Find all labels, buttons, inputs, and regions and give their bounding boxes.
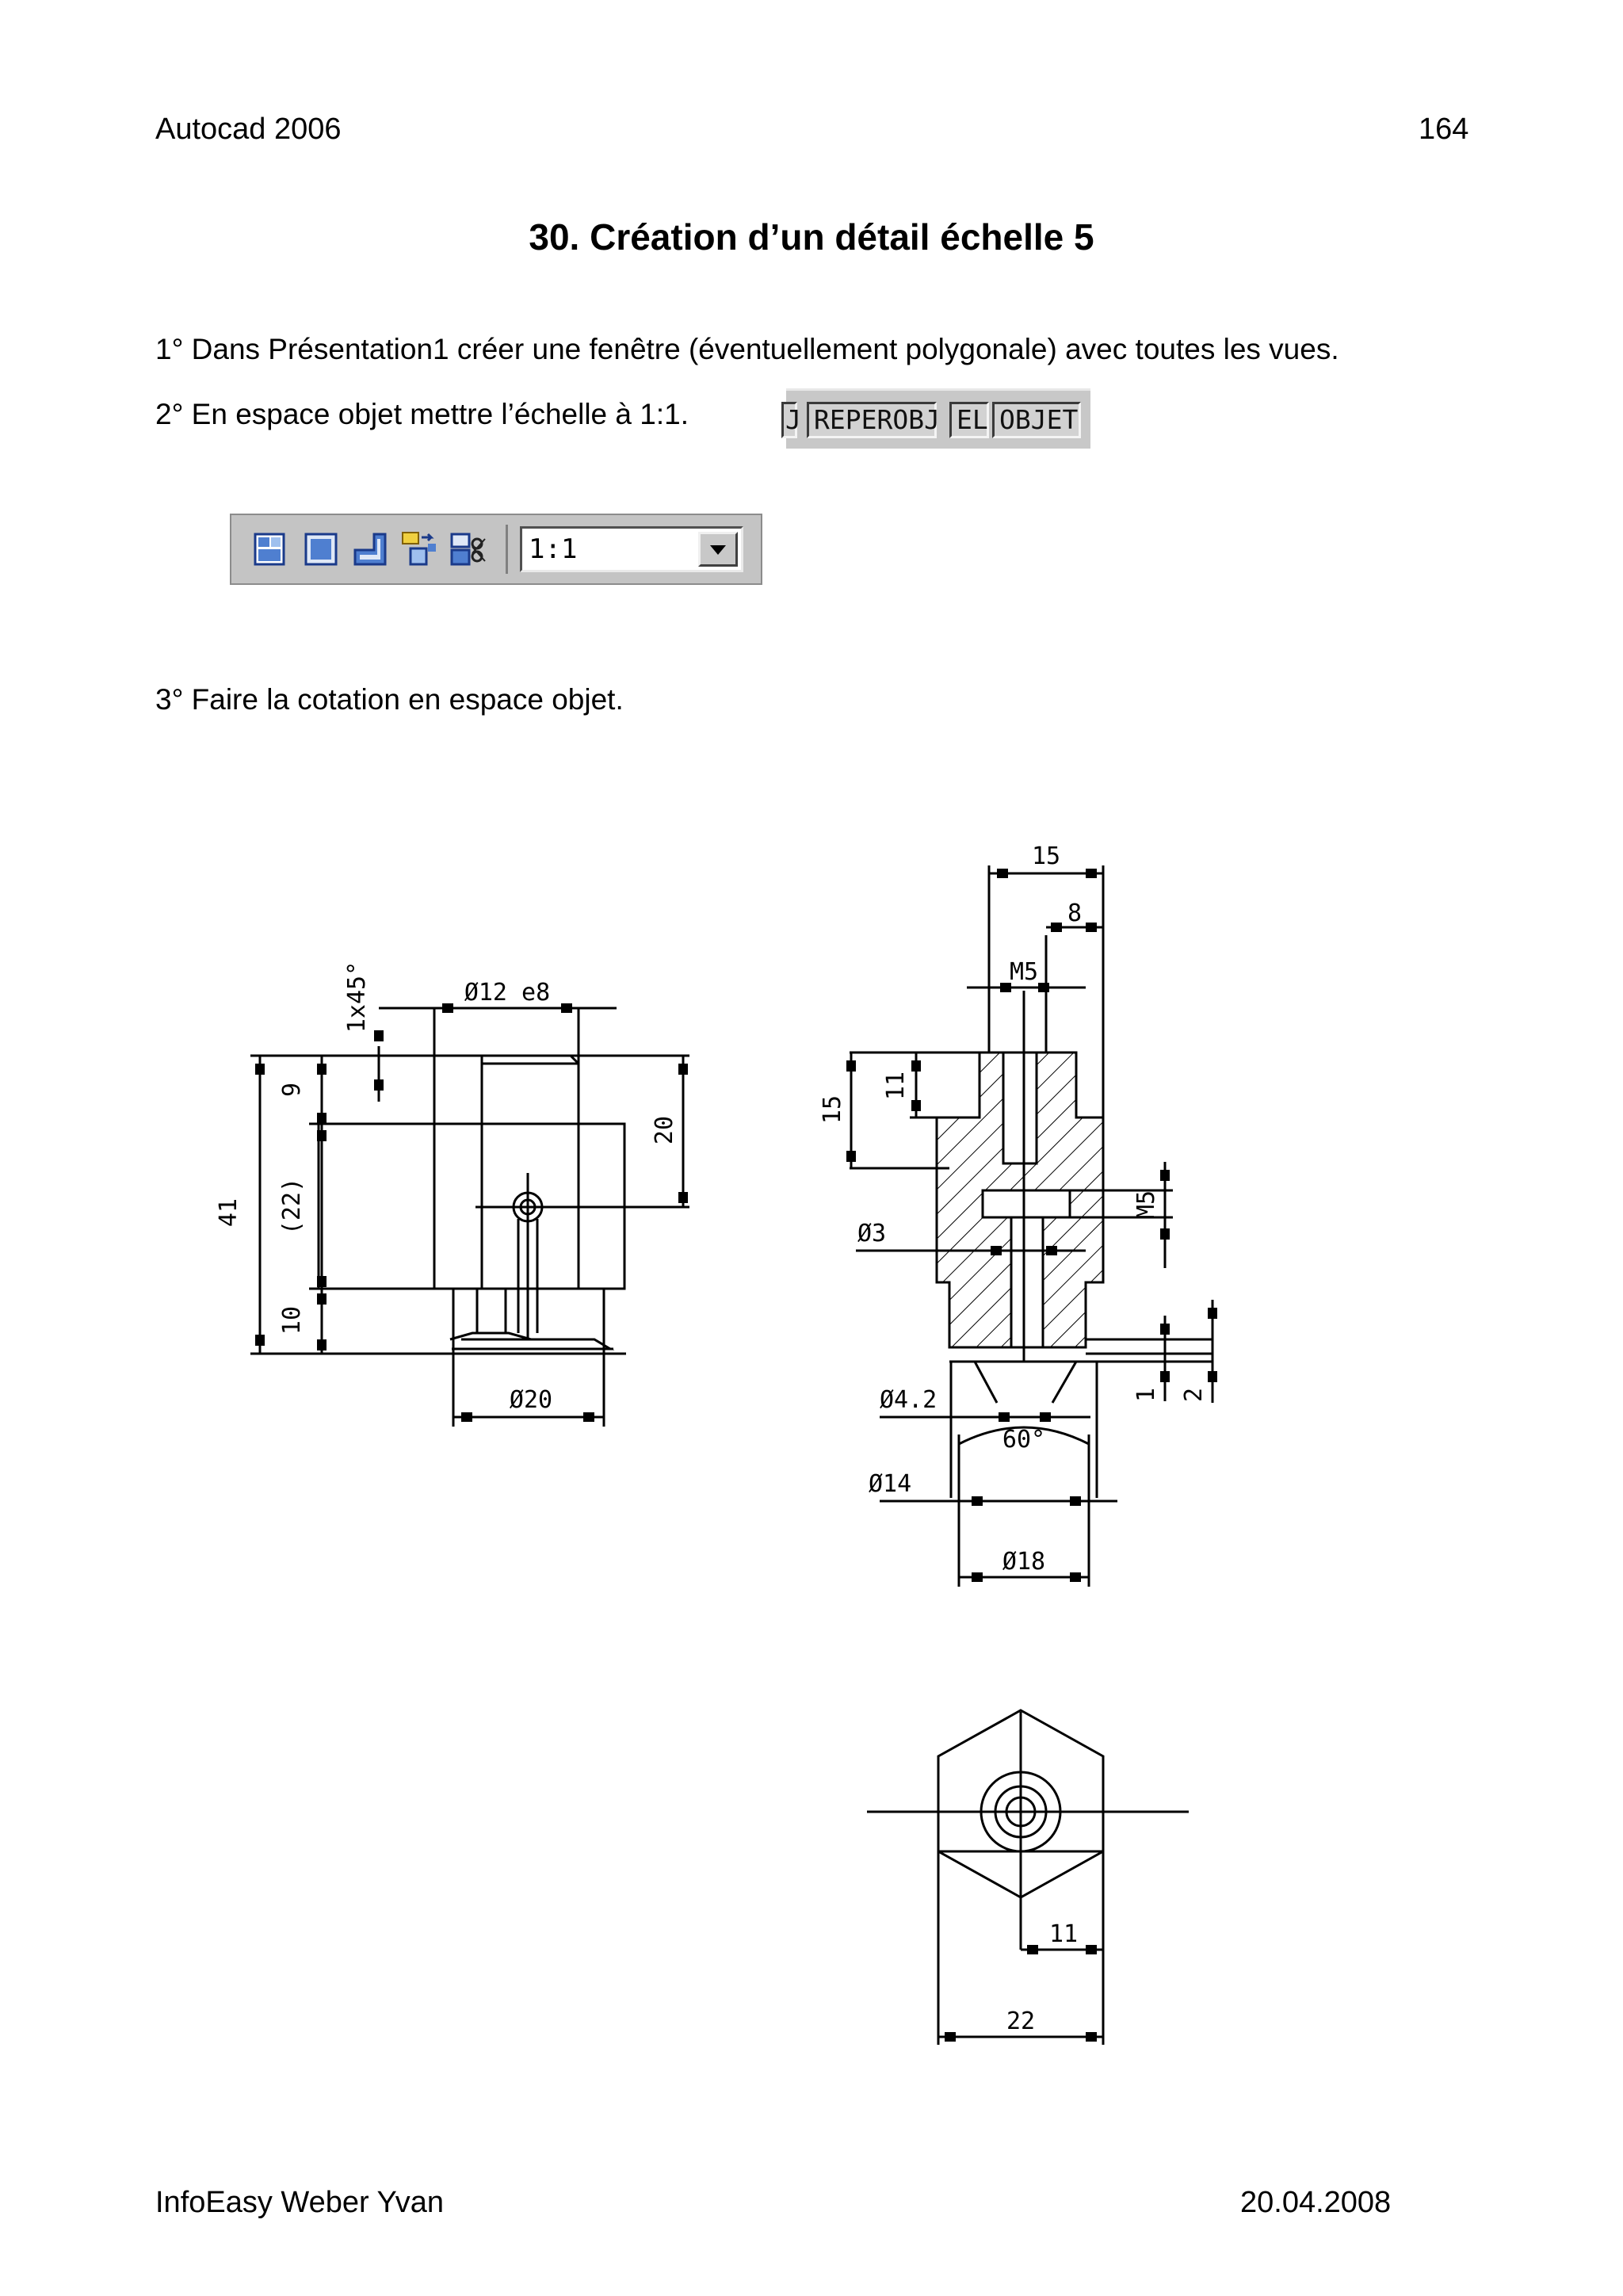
dim-15-top: 15 — [1031, 842, 1061, 870]
footer-date: 20.04.2008 — [1240, 2186, 1392, 2219]
status-button-reperobj[interactable]: REPEROBJ — [807, 402, 937, 438]
dim-11-left: 11 — [882, 1071, 910, 1101]
dim-diam-14: Ø14 — [869, 1470, 912, 1498]
chevron-down-icon[interactable] — [698, 532, 738, 567]
single-viewport-icon[interactable] — [301, 529, 341, 569]
dim-angle-60: 60° — [1002, 1426, 1046, 1454]
page-number: 164 — [1419, 113, 1469, 146]
dim-41: 41 — [215, 1198, 242, 1228]
dim-22-top-view: 22 — [1006, 2008, 1036, 2035]
dim-2: 2 — [1180, 1387, 1208, 1403]
viewport-scale-select[interactable] — [520, 526, 743, 572]
clip-viewport-icon[interactable] — [449, 529, 488, 569]
section-title: 30. Création d’un détail échelle 5 — [529, 216, 1094, 258]
step-3: 3° Faire la cotation en espace objet. — [155, 683, 624, 716]
dim-8: 8 — [1067, 900, 1083, 927]
dim-diam-18: Ø18 — [1002, 1548, 1046, 1576]
step-2: 2° En espace objet mettre l’échelle à 1:1. — [155, 398, 689, 430]
dim-15-left: 15 — [819, 1095, 846, 1125]
dim-10: 10 — [278, 1305, 306, 1335]
dim-22-ref: (22) — [278, 1177, 306, 1236]
viewport-scale-value: 1:1 — [529, 533, 578, 565]
dim-11-top-view: 11 — [1048, 1920, 1079, 1948]
dim-1: 1 — [1132, 1387, 1160, 1403]
technical-drawing — [182, 785, 1228, 2124]
header-title: Autocad 2006 — [155, 113, 342, 146]
status-button-partial[interactable]: J — [781, 402, 797, 438]
toolbar-separator — [506, 525, 508, 574]
dim-20: 20 — [651, 1115, 678, 1145]
display-viewports-dialog-icon[interactable] — [250, 529, 290, 569]
dim-diam-3: Ø3 — [857, 1220, 887, 1247]
status-bar — [786, 388, 1090, 449]
viewports-toolbar — [230, 514, 762, 585]
top-view — [867, 1710, 1189, 2045]
dim-9: 9 — [278, 1082, 306, 1098]
dim-m5-side: M5 — [1132, 1190, 1160, 1220]
section-view — [819, 842, 1217, 1587]
dim-chamfer: 1x45° — [343, 961, 371, 1033]
status-button-el[interactable]: EL — [949, 402, 989, 438]
front-view — [215, 961, 689, 1427]
dim-m5-top: M5 — [1009, 958, 1039, 986]
polygonal-viewport-icon[interactable] — [350, 529, 390, 569]
footer-author: InfoEasy Weber Yvan — [155, 2186, 445, 2219]
dim-diam-20: Ø20 — [509, 1386, 553, 1414]
dim-diam-4-2: Ø4.2 — [880, 1386, 938, 1414]
status-button-objet[interactable]: OBJET — [992, 402, 1081, 438]
convert-object-to-viewport-icon[interactable] — [399, 529, 439, 569]
step-1: 1° Dans Présentation1 créer une fenêtre (éventuellement polygonale) avec toutes les vues. — [155, 333, 1339, 365]
dim-diam-12: Ø12 e8 — [464, 979, 551, 1007]
